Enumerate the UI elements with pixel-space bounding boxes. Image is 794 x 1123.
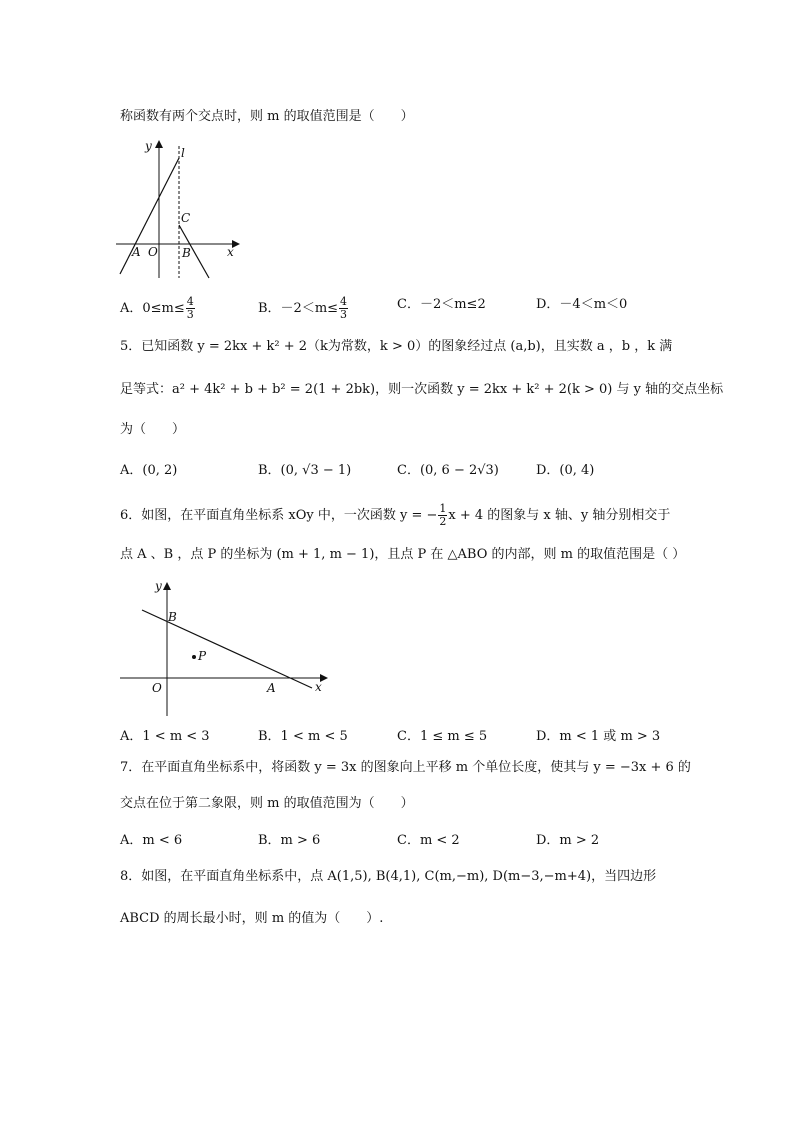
q4-label-B: B [182,246,191,260]
q4-option-c[interactable]: C．－2＜m≤2 [397,297,486,312]
q7-option-d[interactable]: D．m > 2 [536,833,600,848]
q6-y-arrow [163,582,171,590]
q5-line-2: 足等式：a² + 4k² + b + b² = 2(1 + 2bk)，则一次函数 y = 2kx + k² + 2(k > 0) 与 y 轴的交点坐标 [120,382,724,397]
q4-label-O: O [148,245,158,259]
q6-line-1 [120,503,670,528]
q4-option-a[interactable] [120,296,196,321]
q4-y-arrow [155,140,163,148]
q6-label-A: A [267,681,276,695]
q6-option-b[interactable]: B．1 < m < 5 [258,729,348,744]
q7-option-c[interactable]: C．m < 2 [397,833,460,848]
q6-option-d[interactable]: D．m < 1 或 m > 3 [536,729,661,744]
q5-option-d[interactable]: D．(0, 4) [536,463,595,478]
q6-label-P: P [198,649,207,663]
q4-label-C: C [181,211,191,225]
q4-label-x: x [227,245,234,259]
q7-line-2: 交点在位于第二象限，则 m 的取值范围为（ ） [120,796,414,811]
q4-option-b[interactable] [258,296,349,321]
q6-point-p [192,655,196,659]
q4-figure [112,138,242,278]
q6-option-c[interactable]: C．1 ≤ m ≤ 5 [397,729,488,744]
q8-line-1: 8．如图，在平面直角坐标系中，点 A(1,5), B(4,1), C(m,−m), D(m−3,−m+4)，当四边形 [120,869,657,884]
q6-line-1-part-b: x + 4 的图象与 x 轴、y 轴分别相交于 [448,508,671,523]
q6-line-1-part-a: 6．如图，在平面直角坐标系 xOy 中，一次函数 y = − [120,508,438,523]
q6-label-O: O [152,681,162,695]
q5-option-c[interactable]: C．(0, 6 − 2√3) [397,463,499,478]
q6-figure [112,578,332,718]
q4-label-A: A [132,245,141,259]
q7-option-b[interactable]: B．m > 6 [258,833,321,848]
q4-stem-tail: 称函数有两个交点时，则 m 的取值范围是（ ） [120,109,414,124]
q5-line-3: 为（ ） [120,422,186,437]
q6-line-2: 点 A 、B ，点 P 的坐标为 (m + 1, m − 1)，且点 P 在 △ABO 的内部，则 m 的取值范围是（ ） [120,547,686,562]
q6-label-x: x [315,680,322,694]
q4-option-b-text: B．－2＜m≤ [258,301,339,316]
q5-option-a[interactable]: A．(0, 2) [120,463,178,478]
q7-line-1: 7．在平面直角坐标系中，将函数 y = 3x 的图象向上平移 m 个单位长度，使其与 y = −3x + 6 的 [120,760,691,775]
q4-option-d[interactable]: D．－4＜m＜0 [536,297,628,312]
q4-option-a-text: A．0≤m≤ [120,301,185,316]
q7-option-a[interactable]: A．m < 6 [120,833,183,848]
q6-option-a[interactable]: A．1 < m < 3 [120,729,210,744]
q8-line-2: ABCD 的周长最小时，则 m 的值为（ ）. [120,911,384,926]
q4-option-b-frac: $\frac{4}{3}$ [340,295,348,321]
q4-label-l: l [181,146,185,160]
q6-line-1-frac: $\frac{1}{2}$ [439,502,447,528]
q4-option-a-frac: $\frac{4}{3}$ [186,295,194,321]
q6-label-y: y [155,579,162,593]
q4-label-y: y [145,139,152,153]
q5-option-b[interactable]: B．(0, √3 − 1) [258,463,352,478]
q6-label-B: B [168,610,177,624]
q5-line-1: 5．已知函数 y = 2kx + k² + 2（k为常数，k > 0）的图象经过点 (a,b)，且实数 a ，b ，k 满 [120,339,673,354]
